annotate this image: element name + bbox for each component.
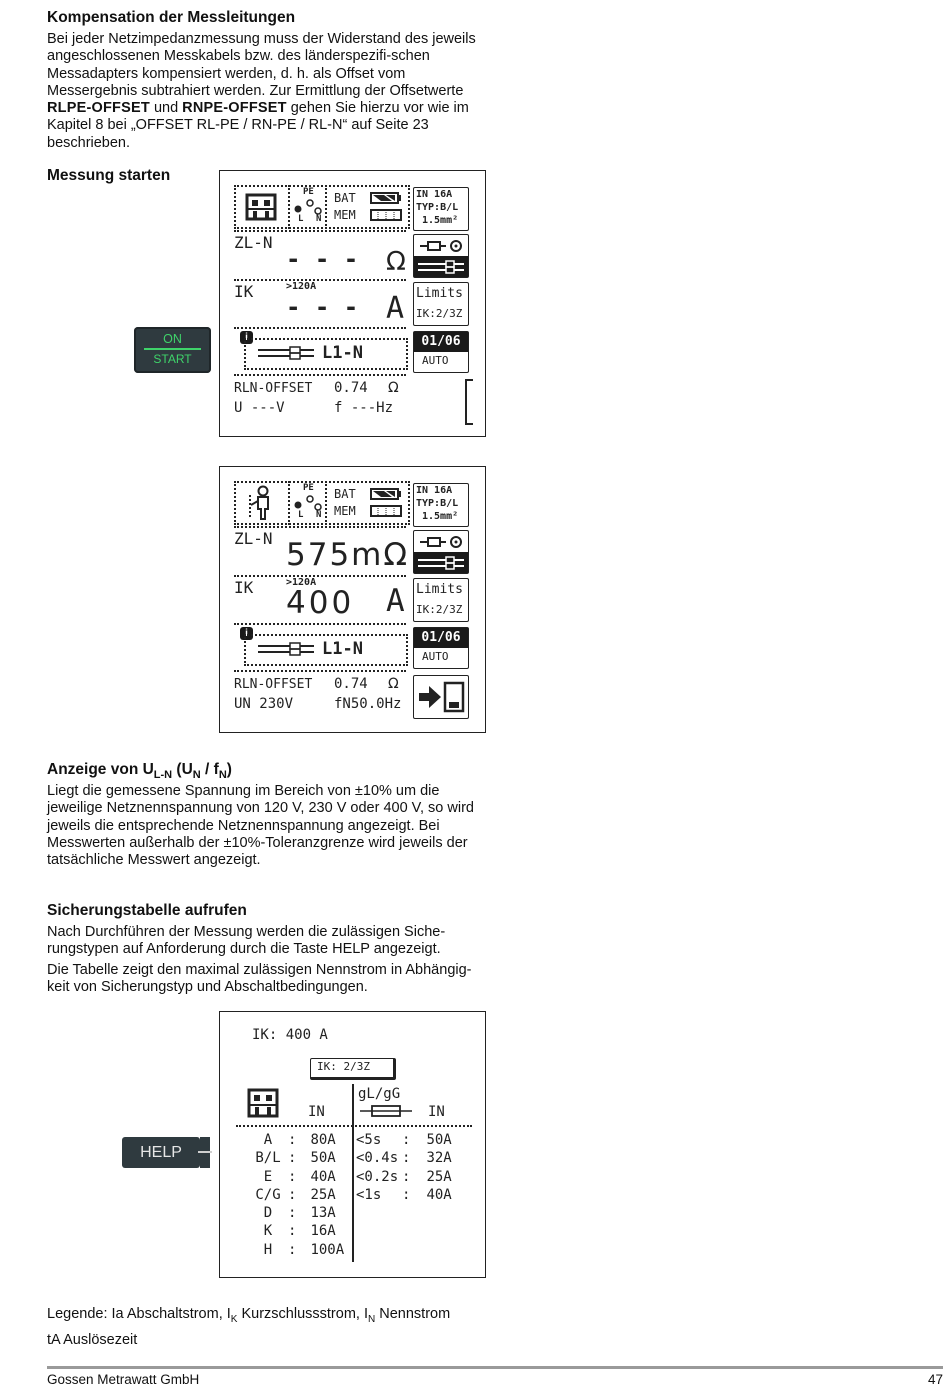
probe-inverted-area <box>414 552 468 573</box>
limits-label: Limits <box>416 286 463 301</box>
mode-label: L1-N <box>322 343 363 363</box>
fuse-crosssection: 1.5mm² <box>422 215 459 226</box>
table-row: <5s : 50A <box>356 1132 452 1148</box>
bat-label: BAT <box>334 191 356 205</box>
probe-setting-icon <box>416 534 466 550</box>
n-label: N <box>316 214 322 224</box>
paragraph-anzeige: Liegt die gemessene Spannung im Bereich von ±10% um die jeweilige Netznennspannung von 120 V, 230 V oder 400 V, so wird jeweils die entsprechende Netznennspannung angezeigt. Bei Messwerten außerhalb der ±10%-Toleranzgrenze wird jeweils der tatsächliche Messwert angezeigt. <box>47 783 474 869</box>
battery-icon <box>370 192 402 204</box>
z-label: ZL-N <box>234 233 273 252</box>
fuse-type-box <box>413 483 469 527</box>
heading-anzeige-uln: Anzeige von $U_{L-N}$ $(U_N / f_N)$ <box>47 761 232 782</box>
lcd-screen-measure-result <box>219 466 486 733</box>
counter-box[interactable] <box>413 331 469 373</box>
right-fuse-table <box>356 1131 452 1204</box>
ik-label: IK <box>234 282 254 301</box>
nominal-voltage-readout: UN 230V <box>234 696 294 712</box>
mem-label: MEM <box>334 504 356 518</box>
ik-unit: A <box>386 583 405 619</box>
fuse-rating: IN 16A <box>416 485 453 496</box>
left-in-header: IN <box>308 1104 325 1120</box>
text-kompensation-2: gehen Sie hierzu vor wie im Kapitel 8 bei <box>47 100 469 134</box>
start-label: START <box>153 352 192 366</box>
term-rlpe-offset: RLPE-OFFSET <box>47 100 150 117</box>
legend-line-1: Legende: Ia Abschaltstrom, $I_K$ Kurzschlussstrom, $I_N$ Nennstrom <box>47 1306 451 1325</box>
measurement-counter: 01/06 <box>414 628 468 648</box>
mem-label: MEM <box>334 208 356 222</box>
battery-icon <box>370 488 402 500</box>
limits-ik: IK:2/3Z <box>416 603 463 616</box>
z-value: 575mΩ <box>286 537 410 573</box>
voltage-readout: U ---V <box>234 400 285 416</box>
ik-value: - - - <box>286 293 359 321</box>
right-in-header: IN <box>428 1104 445 1120</box>
pe-label: PE <box>303 483 314 493</box>
lcd-screen-fuse-table <box>219 1011 486 1278</box>
text-kompensation-1: Bei jeder Netzimpedanzmessung muss der Widerstand des jeweils angeschlossenen Messkabels bzw. des länderspezifi-schen Messadapters kompensiert werden, d. h. als Offset vom Messergebnis subtrahiert werden. Zur Ermittlung der Offsetwerte <box>47 31 476 99</box>
ik-mode-box <box>310 1058 396 1080</box>
l-label: L <box>298 510 304 520</box>
term-rnpe-offset: RNPE-OFFSET <box>182 100 287 117</box>
ik-unit: A <box>386 291 405 326</box>
plug-contacts-icon <box>293 199 323 215</box>
person-touch-icon <box>246 485 280 521</box>
memory-icon <box>370 209 402 221</box>
limits-label: Limits <box>416 582 463 597</box>
on-label: ON <box>163 332 182 346</box>
probe-setting-icon <box>416 238 466 254</box>
offset-unit: Ω <box>388 380 399 396</box>
ik-current-line: IK: 400 A <box>252 1027 328 1043</box>
fuse-type-box <box>413 187 469 231</box>
header-separator <box>236 1125 472 1127</box>
table-row: C/G : 25A <box>255 1186 336 1203</box>
offset-unit: Ω <box>388 676 399 692</box>
ik-threshold: >120A <box>286 577 317 588</box>
ik-threshold: >120A <box>286 281 317 292</box>
memory-icon <box>370 505 402 517</box>
text-kompensation-3: „OFFSET RL-PE / RN-PE / RL-N“ auf Seite 23 beschrieben. <box>47 117 429 151</box>
ik-label: IK <box>234 578 254 597</box>
offset-value: 0.74 <box>334 676 368 692</box>
fuse-crosssection: 1.5mm² <box>422 511 459 522</box>
offset-label: RLN-OFFSET <box>234 677 313 692</box>
l-label: L <box>298 214 304 224</box>
fuse-symbol-icon <box>358 1104 414 1118</box>
heading-sicherungstabelle: Sicherungstabelle aufrufen <box>47 902 247 919</box>
left-fuse-table <box>248 1131 344 1259</box>
footer-rule <box>47 1366 943 1369</box>
limits-box[interactable] <box>413 282 469 326</box>
column-divider <box>352 1084 354 1262</box>
paragraph-kompensation <box>47 31 492 152</box>
offset-label: RLN-OFFSET <box>234 381 313 396</box>
fuse-icon <box>244 191 280 223</box>
text-and: und <box>153 100 179 117</box>
progress-bracket <box>465 379 473 425</box>
probe-cable-icon <box>416 555 466 570</box>
nominal-frequency-readout: fN50.0Hz <box>334 696 402 712</box>
legend-line-2: tA Auslösezeit <box>47 1331 138 1348</box>
z-unit: Ω <box>386 247 406 277</box>
on-start-button[interactable] <box>134 327 211 373</box>
footer-company: Gossen Metrawatt GmbH <box>47 1372 200 1387</box>
bat-label: BAT <box>334 487 356 501</box>
ik-value: 400 <box>286 585 355 621</box>
fuse-icon <box>246 1086 282 1122</box>
auto-label: AUTO <box>422 354 449 367</box>
table-row: <0.2s : 25A <box>356 1168 452 1185</box>
text-sicherung-1: Nach Durchführen der Messung werden die zulässigen Siche-rungstypen auf Anforderung durch die Taste HELP angezeigt. <box>47 924 446 958</box>
paragraph-sicherungstabelle <box>47 924 492 996</box>
pe-label: PE <box>303 187 314 197</box>
table-row: <1s : 40A <box>356 1186 452 1203</box>
on-divider <box>144 348 201 350</box>
fuse-rating: IN 16A <box>416 189 453 200</box>
offset-value: 0.74 <box>334 380 368 396</box>
heading-messung-starten: Messung starten <box>47 167 171 184</box>
probe-cable-icon <box>416 259 466 274</box>
probe-selector-box[interactable] <box>413 530 469 574</box>
fuse-type: TYP:B/L <box>416 498 459 509</box>
info-icon[interactable]: i <box>240 331 253 344</box>
limits-ik: IK:2/3Z <box>416 307 463 320</box>
plug-contacts-icon <box>293 495 323 511</box>
mode-label: L1-N <box>322 639 363 659</box>
z-value: - - - <box>286 245 359 273</box>
probe-inverted-area <box>414 256 468 277</box>
frequency-readout: f ---Hz <box>334 400 394 416</box>
lcd-screen-measure-start <box>219 170 486 437</box>
n-label: N <box>316 510 322 520</box>
table-row: A : 80A <box>263 1132 336 1148</box>
table-row: H : 100A <box>263 1241 345 1258</box>
info-icon[interactable]: i <box>240 627 253 640</box>
counter-box[interactable] <box>413 627 469 669</box>
test-probe-icon <box>256 641 316 657</box>
auto-label: AUTO <box>422 650 449 663</box>
test-probe-icon <box>256 345 316 361</box>
measurement-counter: 01/06 <box>414 332 468 352</box>
help-button[interactable]: HELP <box>122 1137 200 1168</box>
fuse-type: TYP:B/L <box>416 202 459 213</box>
legend <box>47 1304 450 1350</box>
table-row: D : 13A <box>263 1205 336 1222</box>
limits-box[interactable] <box>413 578 469 622</box>
text-sicherung-2: Die Tabelle zeigt den maximal zulässigen Nennstrom in Abhängig-keit von Sicherungstyp und Abschaltbedingungen. <box>47 961 472 995</box>
heading-kompensation: Kompensation der Messleitungen <box>47 9 296 26</box>
ik-mode-label: IK: 2/3Z <box>317 1060 370 1073</box>
page-number: 47 <box>927 1372 943 1387</box>
save-button[interactable] <box>413 675 469 719</box>
gl-gg-header: gL/gG <box>358 1086 401 1102</box>
table-row: <0.4s : 32A <box>356 1150 452 1167</box>
save-to-memory-icon <box>417 680 465 714</box>
z-label: ZL-N <box>234 529 273 548</box>
table-row: E : 40A <box>263 1168 336 1185</box>
probe-selector-box[interactable] <box>413 234 469 278</box>
table-row: K : 16A <box>263 1223 336 1240</box>
table-row: B/L : 50A <box>255 1150 336 1167</box>
